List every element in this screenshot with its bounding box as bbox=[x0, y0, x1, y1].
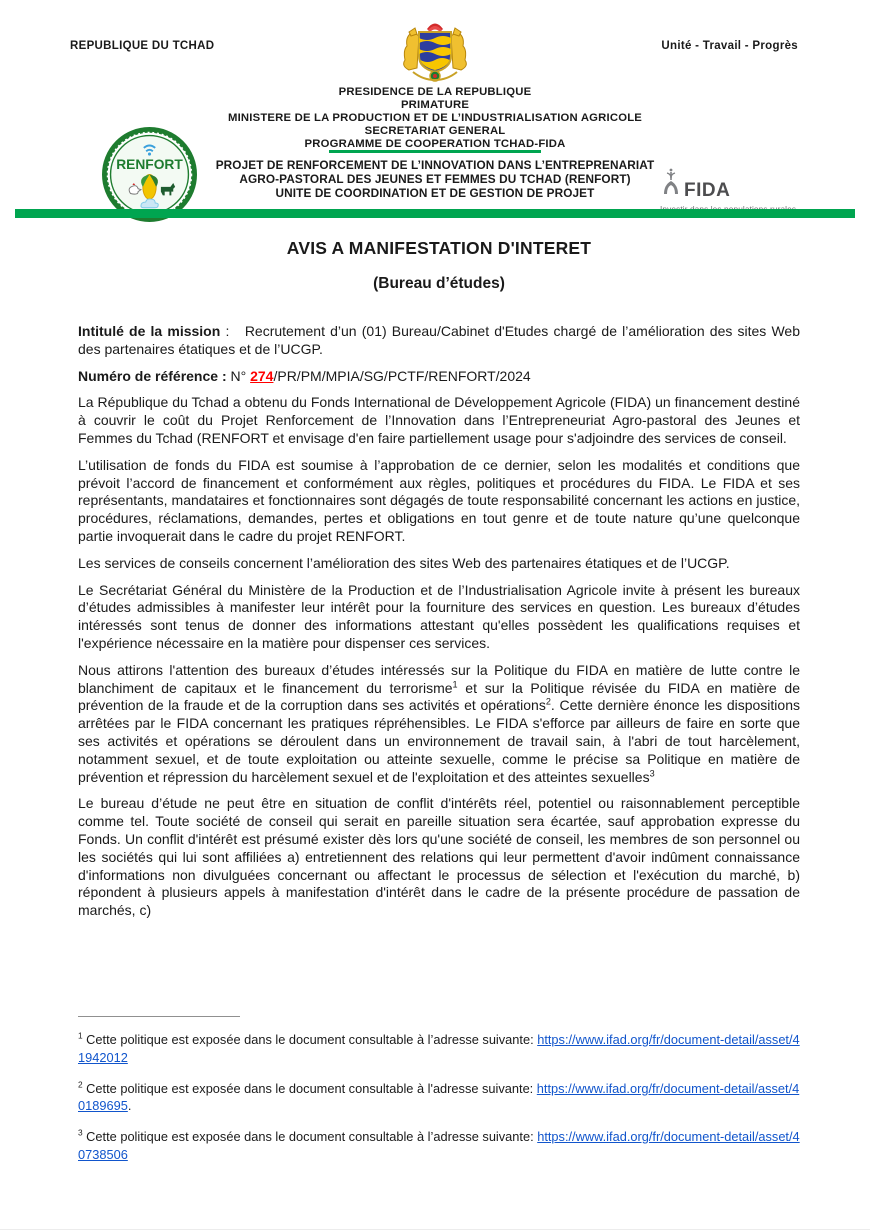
reference-prefix: N° bbox=[226, 367, 251, 384]
footnote-text: Cette politique est exposée dans le document consultable à l’adresse suivante: bbox=[82, 1129, 538, 1145]
country-name: REPUBLIQUE DU TCHAD bbox=[70, 40, 215, 52]
paragraph-policies bbox=[78, 662, 800, 787]
institution-line: SECRETARIAT GENERAL bbox=[364, 124, 506, 137]
chad-coat-of-arms-icon bbox=[383, 20, 487, 89]
national-motto: Unité - Travail - Progrès bbox=[661, 40, 798, 52]
fida-glyph-icon bbox=[660, 166, 682, 201]
footnote-marker: 2 bbox=[78, 1079, 83, 1090]
document-title: AVIS A MANIFESTATION D'INTERET bbox=[286, 238, 592, 258]
institution-line: PRESIDENCE DE LA REPUBLIQUE bbox=[338, 86, 532, 98]
footnote-text: Cette politique est exposée dans le document consultable à l’adresse suivante: bbox=[82, 1032, 538, 1047]
policies-text: . Cette dernière énonce les dispositions arrêtées par le FIDA concernant les pratiques répréhensibles. Le FIDA s'efforce par ailleurs de faire en sorte que ses activités et opérations se déroulent dans un environnement de travail sain, à l'abri de tout harcèlement, notamment sexuel, et de toute exploitation ou atteinte sexuelle, comme le précise sa Politique en matière de prévention et répression du harcèlement sexuel et de l'exploitation et des atteintes sexuelles bbox=[78, 697, 800, 785]
reference-paragraph bbox=[78, 368, 800, 386]
project-line: AGRO-PASTORAL DES JEUNES ET FEMMES DU TCHAD (RENFORT) bbox=[239, 172, 631, 186]
footnote-3 bbox=[78, 1128, 800, 1164]
document-body bbox=[78, 238, 800, 920]
svg-text:RENFORT: RENFORT bbox=[116, 156, 183, 172]
mission-paragraph bbox=[78, 323, 800, 359]
policies-text: Nous attirons l'attention des bureaux d’études intéressés sur la Politique du FIDA en matière de lutte contre le blanchiment de capitaux et le financement du terrorisme bbox=[78, 661, 800, 696]
institution-line: PROGRAMME DE COOPERATION TCHAD-FIDA bbox=[304, 137, 566, 150]
project-line: PROJET DE RENFORCEMENT DE L’INNOVATION DANS L’ENTREPRENARIAT bbox=[215, 158, 655, 172]
paragraph-invitation: Le Secrétariat Général du Ministère de la Production et de l’Industrialisation Agricole invite à présent les bureaux d’études admissibles à manifester leur intérêt pour la fourniture des services en question. Les bureaux d’études intéressés sont tenus de donner des informations attestant qu'elles possèdent les qualifications requises et l'expérience nécessaire en la matière pour dispenser ces services. bbox=[78, 581, 800, 651]
footnote-marker: 3 bbox=[78, 1127, 83, 1138]
paragraph-conflict-of-interest: Le bureau d’étude ne peut être en situation de conflit d'intérêts réel, potentiel ou raisonnablement perceptible comme tel. Toute société de conseil qui serait en pareille situation sera écartée, sauf approbation expresse du Fonds. Un conflit d'intérêt est présumé exister dès lors qu'une société de conseil, les membres de son personnel ou les sociétés qui lui sont affiliées a) entretiennent des relations qui leur permettent d'avoir indûment connaissance d'informations non divulguées concernant ou affectant le processus de sélection et l'exécution du marché, b) répondent à plusieurs appels à manifestation d'intérêt dans le cadre de la présente procédure de passation de marchés, c) bbox=[78, 795, 800, 919]
reference-number: 274 bbox=[250, 367, 274, 384]
fida-logo bbox=[660, 166, 830, 214]
project-line: UNITE DE COORDINATION ET DE GESTION DE PROJET bbox=[275, 186, 595, 200]
institution-line: MINISTERE DE LA PRODUCTION ET DE L’INDUSTRIALISATION AGRICOLE bbox=[227, 111, 643, 124]
project-title bbox=[185, 158, 685, 200]
reference-suffix: /PR/PM/MPIA/SG/PCTF/RENFORT/2024 bbox=[273, 367, 531, 384]
paragraph-fida-approval: L’utilisation de fonds du FIDA est soumise à l’approbation de ce dernier, selon les modalités et conditions que prévoit l’accord de financement et conformément aux règles, politiques et procédures du FIDA. Le FIDA et ses représentants, mandataires et fonctionnaires sont dégagés de toute responsabilité concernant les actions en justice, procédures, réclamations, demandes, pertes et obligations en tout genre et de toute nature qu’une quelconque partie invoquerait dans le cadre du projet RENFORT. bbox=[78, 456, 800, 544]
footnote-link[interactable]: https://www.ifad.org/fr/document-detail/asset/40189695 bbox=[78, 1080, 800, 1114]
footnote-after: . bbox=[127, 1098, 132, 1114]
green-divider-short bbox=[329, 150, 541, 153]
footnote-marker: 1 bbox=[78, 1030, 83, 1041]
document-subtitle: (Bureau d’études) bbox=[373, 275, 505, 292]
institution-line: PRIMATURE bbox=[400, 98, 470, 111]
mission-text: Recrutement d’un (01) Bureau/Cabinet d'Etudes chargé de l’amélioration des sites Web des partenaires étatiques et de l’UCGP. bbox=[78, 323, 800, 357]
footnote-separator bbox=[78, 1016, 240, 1017]
footnotes-section bbox=[78, 1016, 800, 1177]
paragraph-financing: La République du Tchad a obtenu du Fonds International de Développement Agricole (FIDA) un financement destiné à couvrir le coût du Projet Renforcement de l’Innovation dans l’Entrepreneuriat Agro-pastoral des Jeunes et Femmes du Tchad (RENFORT et envisage d'en faire partiellement usage pour s'adjoindre des services de conseil. bbox=[78, 394, 800, 446]
footnote-ref-1: 1 bbox=[452, 678, 458, 689]
footnote-1 bbox=[78, 1031, 800, 1067]
footnote-text: Cette politique est exposée dans le document consultable à l'adresse suivante: bbox=[82, 1080, 537, 1096]
footnote-ref-3: 3 bbox=[649, 767, 655, 778]
mission-label: Intitulé de la mission bbox=[78, 323, 221, 339]
footnote-link[interactable]: https://www.ifad.org/fr/document-detail/asset/41942012 bbox=[78, 1032, 800, 1065]
green-divider-bar bbox=[15, 209, 855, 218]
fida-wordmark: FIDA bbox=[684, 180, 731, 201]
mission-separator: : bbox=[220, 323, 245, 339]
reference-label: Numéro de référence : bbox=[78, 367, 227, 384]
footnote-2 bbox=[78, 1080, 800, 1116]
footnote-ref-2: 2 bbox=[545, 696, 551, 707]
policies-text: et sur la Politique révisée du FIDA en matière de prévention de la fraude et de la corruption dans ses activités et opérations bbox=[78, 679, 800, 714]
footnote-link[interactable]: https://www.ifad.org/fr/document-detail/asset/40738506 bbox=[78, 1129, 800, 1162]
paragraph-services: Les services de conseils concernent l’amélioration des sites Web des partenaires étatiques et de l’UCGP. bbox=[78, 554, 730, 571]
